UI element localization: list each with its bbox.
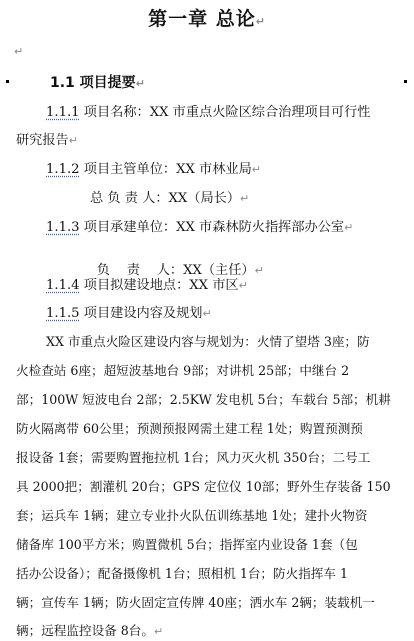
item-text: 项目主管单位：XX 市林业局 xyxy=(83,162,252,177)
item-text: 项目拟建设地点：XX 市区 xyxy=(83,278,239,293)
body-line: 火检查站 6座；超短波基地台 9部；对讲机 25部；中继台 2 xyxy=(16,363,350,378)
paragraph-mark-icon: ↵ xyxy=(238,279,248,292)
item-number: 1.1.2 xyxy=(46,162,80,177)
section-heading-text: 1.1 项目提要 xyxy=(50,75,136,91)
item-number: 1.1.5 xyxy=(46,306,80,321)
chapter-title xyxy=(0,4,414,31)
empty-paragraph xyxy=(14,44,23,59)
item-line xyxy=(90,187,249,206)
paragraph-mark-icon: ↵ xyxy=(344,221,354,234)
item-number: 1.1.3 xyxy=(46,220,80,235)
item-line xyxy=(46,274,248,293)
item-line xyxy=(46,302,212,321)
body-line: 防火隔离带 60公里；预测预报网需土建工程 1处；购置预测预 xyxy=(16,421,363,436)
paragraph-mark-icon: ↵ xyxy=(255,15,266,28)
body-line: 括办公设备）；配备摄像机 1台；照相机 1台；防火指挥车 1 xyxy=(16,566,348,581)
body-line-text: 辆；远程监控设备 8台。 xyxy=(16,623,154,638)
body-line: 报设备 1套；需要购置拖拉机 1台；风力灭火机 350台；二号工 xyxy=(16,450,371,465)
body-line: 部；100W 短波电台 2部；2.5KW 发电机 5台；车载台 5部；机耕 xyxy=(16,392,391,407)
heading-bullet-icon xyxy=(404,80,407,83)
body-line: XX 市重点火险区建设内容与规划为：火情了望塔 3座；防 xyxy=(46,334,370,349)
paragraph-mark-icon: ↵ xyxy=(251,163,262,176)
paragraph-mark-icon: ↵ xyxy=(14,45,24,58)
body-line: 储备库 100平方米；购置微机 5台；指挥室内业设备 1套（包 xyxy=(16,537,358,552)
body-line xyxy=(16,620,163,639)
item-number: 1.1.1 xyxy=(46,105,80,120)
paragraph-mark-icon: ↵ xyxy=(202,307,212,320)
item-line xyxy=(16,129,78,148)
item-text: 负 责 人：XX（主任） xyxy=(96,263,255,278)
paragraph-mark-icon: ↵ xyxy=(254,264,264,277)
item-text: 总 负 责 人：XX（局长） xyxy=(90,191,241,206)
item-line xyxy=(46,158,261,177)
item-line xyxy=(46,101,370,120)
chapter-title-text: 第一章 总论 xyxy=(148,8,256,30)
item-text: 项目承建单位：XX 市森林防火指挥部办公室 xyxy=(83,220,345,235)
body-line: 套；运兵车 1辆；建立专业扑火队伍训练基地 1处；建扑火物资 xyxy=(16,508,368,523)
heading-bullet-icon xyxy=(6,80,9,83)
body-line: 具 2000把；割灌机 20台；GPS 定位仪 10部；野外生存装备 150 xyxy=(16,479,391,494)
body-line: 辆；宣传车 1辆；防火固定宣传牌 40座；洒水车 2辆；装载机一 xyxy=(16,595,375,610)
item-line xyxy=(46,216,353,235)
item-number: 1.1.4 xyxy=(46,278,80,293)
paragraph-mark-icon: ↵ xyxy=(68,134,78,147)
paragraph-mark-icon: ↵ xyxy=(135,77,145,90)
item-text: 研究报告 xyxy=(16,133,69,148)
section-heading xyxy=(50,72,145,92)
item-text: 项目名称：XX 市重点火险区综合治理项目可行性 xyxy=(83,105,371,120)
item-text: 项目建设内容及规划 xyxy=(83,306,203,321)
paragraph-mark-icon: ↵ xyxy=(240,192,250,205)
paragraph-mark-icon: ↵ xyxy=(153,625,164,638)
